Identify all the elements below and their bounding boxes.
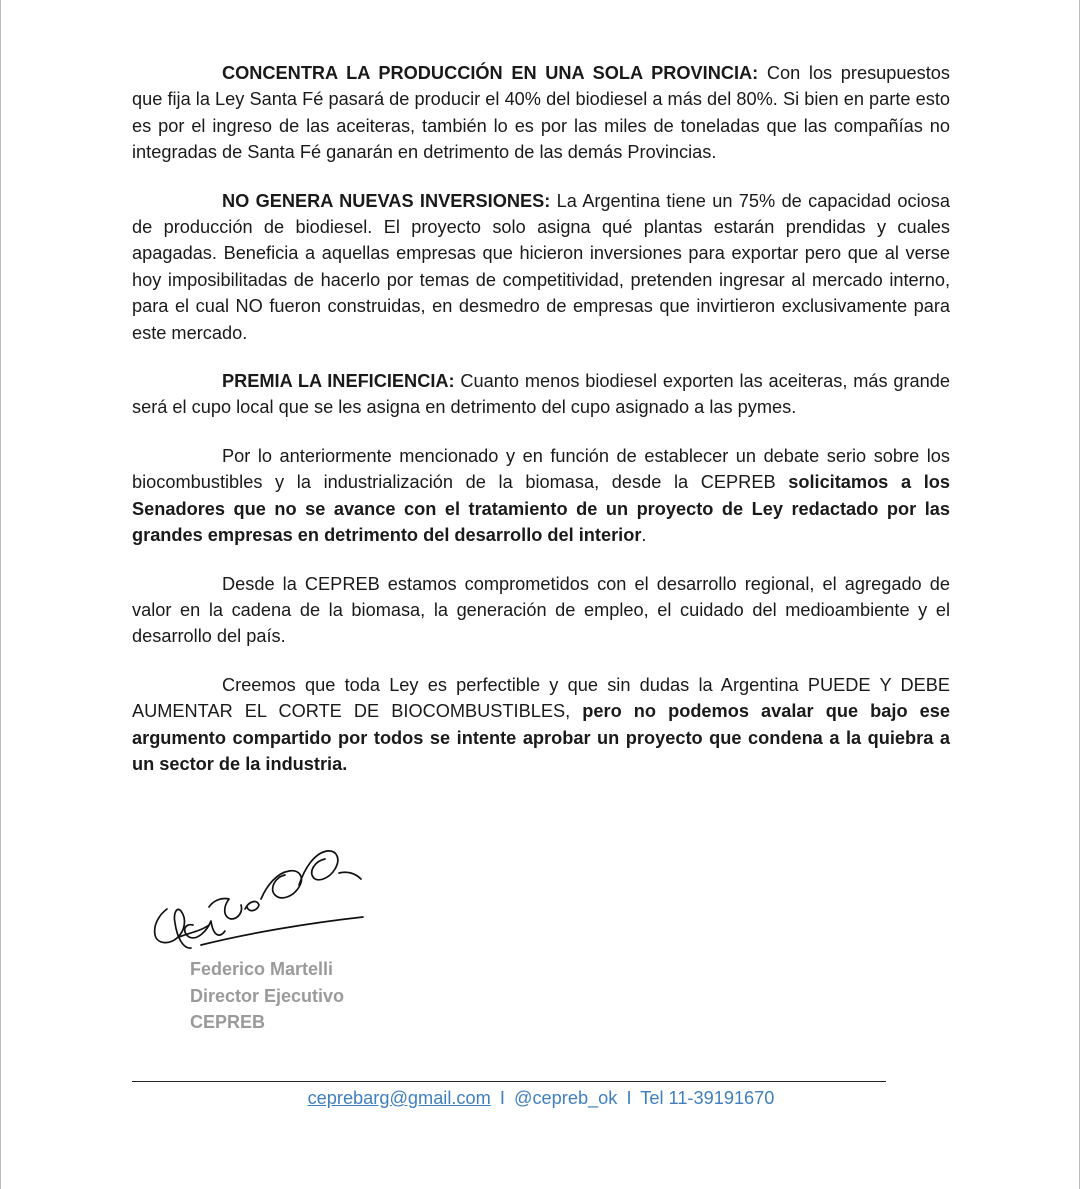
email-link[interactable]: ceprebarg@gmail.com xyxy=(307,1088,491,1108)
paragraph-heading: PREMIA LA INEFICIENCIA: xyxy=(222,371,455,392)
paragraph-conclusion xyxy=(132,672,950,778)
paragraph-emphasis: solicitamos a los Senadores que no se avance con el tratamiento de un proyecto de Ley redactado por las grandes empresas en detrimento del desarrollo del interior xyxy=(132,472,950,546)
paragraph-compromiso xyxy=(132,571,950,650)
phone-number: Tel 11-39191670 xyxy=(640,1088,775,1108)
footer-separator: I xyxy=(626,1088,632,1108)
social-handle: @cepreb_ok xyxy=(513,1088,618,1108)
paragraph-text: La Argentina tiene un 75% de capacidad ociosa de producción de biodiesel. El proyecto solo asigna qué plantas estarán prendidas y cuales apagadas. Beneficia a aquellas empresas que hicieron inversiones para exportar pero que al verse hoy imposibilitadas de hacerlo por temas de competitividad, pretenden ingresar al mercado interno, para el cual NO fueron construidas, en desmedro de empresas que invirtieron exclusivamente para este mercado. xyxy=(132,190,950,343)
paragraph-heading: CONCENTRA LA PRODUCCIÓN EN UNA SOLA PROVINCIA: xyxy=(222,63,759,83)
paragraph-produccion xyxy=(132,60,950,166)
signer-org: CEPREB xyxy=(190,1012,266,1032)
footer-separator: I xyxy=(499,1088,505,1108)
paragraph-emphasis: pero no podemos avalar que bajo ese argumento compartido por todos se intente aprobar un proyecto que condena a la quiebra a un sector de la industria. xyxy=(132,701,950,774)
paragraph-text: Con los presupuestos que fija la Ley Santa Fé pasará de producir el 40% del biodiesel a más del 80%. Si bien en parte esto es por el ingreso de las aceiteras, también lo es por las miles de toneladas que las compañías no integradas de Santa Fé ganarán en detrimento de las demás Provincias. xyxy=(132,63,950,163)
paragraph-tail: . xyxy=(641,525,647,546)
paragraph-text: Creemos que toda Ley es perfectible y que sin dudas la Argentina PUEDE Y DEBE AUMENTAR EL CORTE DE BIOCOMBUSTIBLES, xyxy=(132,674,950,722)
paragraph-inversiones xyxy=(132,188,950,346)
signer-role: Director Ejecutivo xyxy=(190,985,345,1006)
paragraph-heading: NO GENERA NUEVAS INVERSIONES: xyxy=(222,190,551,211)
paragraph-text: Cuanto menos biodiesel exporten las aceiteras, más grande será el cupo local que se les asigna en detrimento del cupo asignado a las pymes. xyxy=(132,371,951,418)
paragraph-ineficiencia xyxy=(132,368,950,421)
letter-body xyxy=(132,60,950,799)
paragraph-text: Por lo anteriormente mencionado y en función de establecer un debate serio sobre los biocombustibles y la industrialización de la biomasa, desde la CEPREB xyxy=(132,445,950,493)
footer-divider xyxy=(132,1081,886,1082)
paragraph-text: Desde la CEPREB estamos comprometidos con el desarrollo regional, el agregado de valor en la cadena de la biomasa, la generación de empleo, el cuidado del medioambiente y el desarrollo del país. xyxy=(132,573,950,647)
footer-contact xyxy=(1,1088,1080,1109)
paragraph-solicitud xyxy=(132,443,950,549)
signer-name: Federico Martelli xyxy=(190,959,334,979)
signature-block xyxy=(190,956,344,1036)
handwritten-signature xyxy=(149,845,379,960)
